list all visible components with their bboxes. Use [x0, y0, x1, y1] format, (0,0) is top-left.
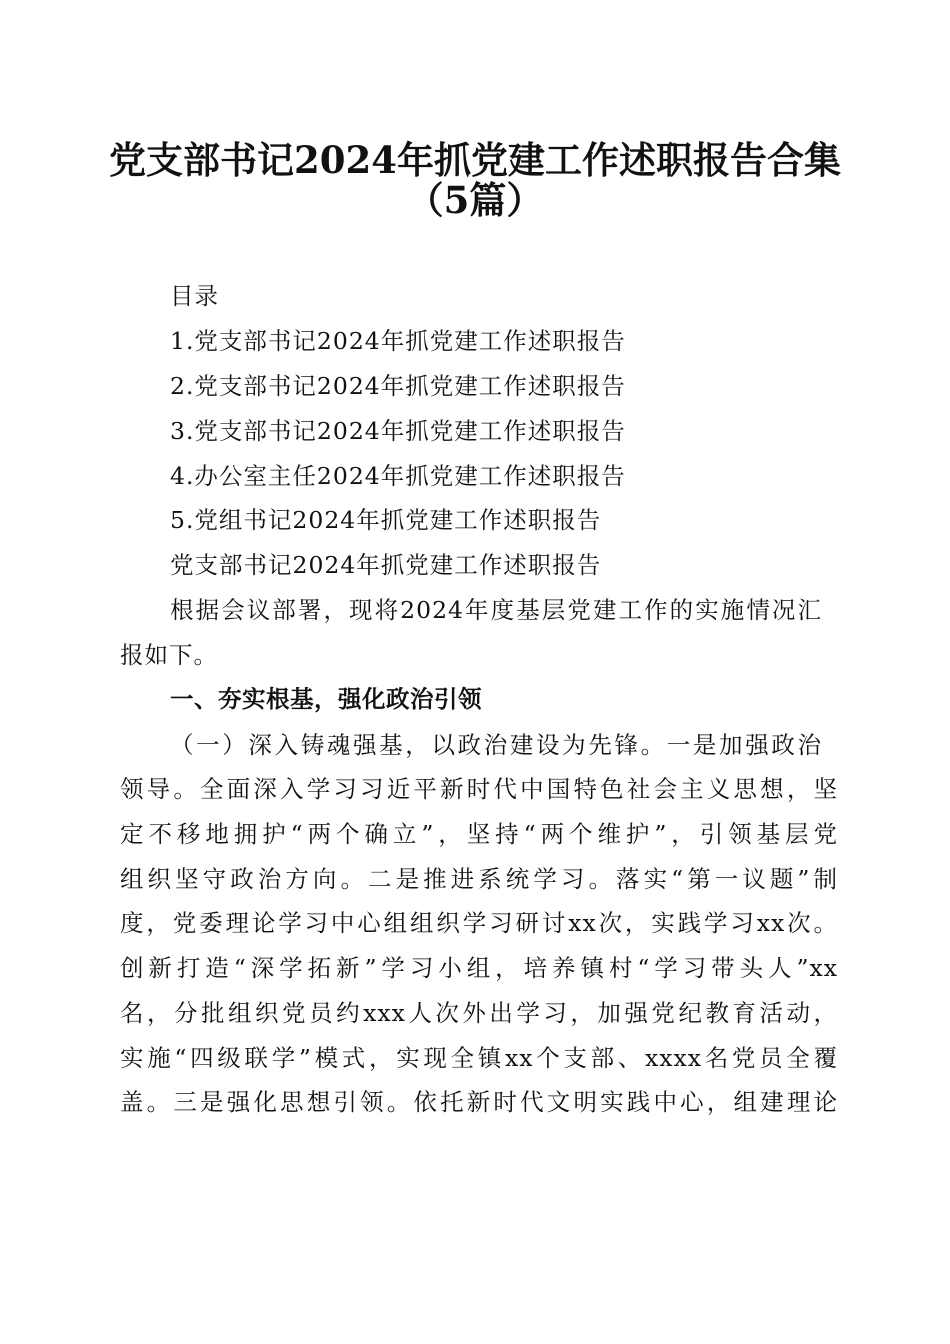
intro-line: 根据会议部署，现将2024年度基层党建工作的实施情况汇	[170, 596, 822, 624]
paragraph-line: 名，分批组织党员约xxx人次外出学习，加强党纪教育活动，	[120, 999, 838, 1027]
toc-item-4: 4.办公室主任2024年抓党建工作述职报告	[170, 462, 626, 490]
paragraph-line: 度，党委理论学习中心组组织学习研讨xx次，实践学习xx次。	[120, 909, 838, 937]
paragraph-line: 盖。三是强化思想引领。依托新时代文明实践中心，组建理论	[120, 1088, 838, 1116]
paragraph-line: 定不移地拥护“两个确立”，坚持“两个维护”，引领基层党	[120, 820, 838, 848]
toc-heading: 目录	[170, 282, 219, 310]
paragraph-line: （一）深入铸魂强基，以政治建设为先锋。一是加强政治	[170, 731, 822, 759]
paragraph-line: 实施“四级联学”模式，实现全镇xx个支部、xxxx名党员全覆	[120, 1044, 838, 1072]
paragraph-line: 领导。全面深入学习习近平新时代中国特色社会主义思想，坚	[120, 775, 838, 803]
toc-item-1: 1.党支部书记2024年抓党建工作述职报告	[170, 327, 626, 355]
paragraph-line: 组织坚守政治方向。二是推进系统学习。落实“第一议题”制	[120, 865, 838, 893]
report-title: 党支部书记2024年抓党建工作述职报告	[170, 551, 602, 579]
toc-item-5: 5.党组书记2024年抓党建工作述职报告	[170, 506, 602, 534]
intro-line: 报如下。	[120, 641, 218, 669]
toc-item-2: 2.党支部书记2024年抓党建工作述职报告	[170, 372, 626, 400]
document-title: 党支部书记2024年抓党建工作述职报告合集	[109, 138, 841, 182]
paragraph-line: 创新打造“深学拓新”学习小组，培养镇村“学习带头人”xx	[120, 954, 838, 982]
document-subtitle: （5篇）	[406, 178, 544, 222]
section-heading: 一、夯实根基，强化政治引领	[170, 685, 482, 713]
toc-item-3: 3.党支部书记2024年抓党建工作述职报告	[170, 417, 626, 445]
